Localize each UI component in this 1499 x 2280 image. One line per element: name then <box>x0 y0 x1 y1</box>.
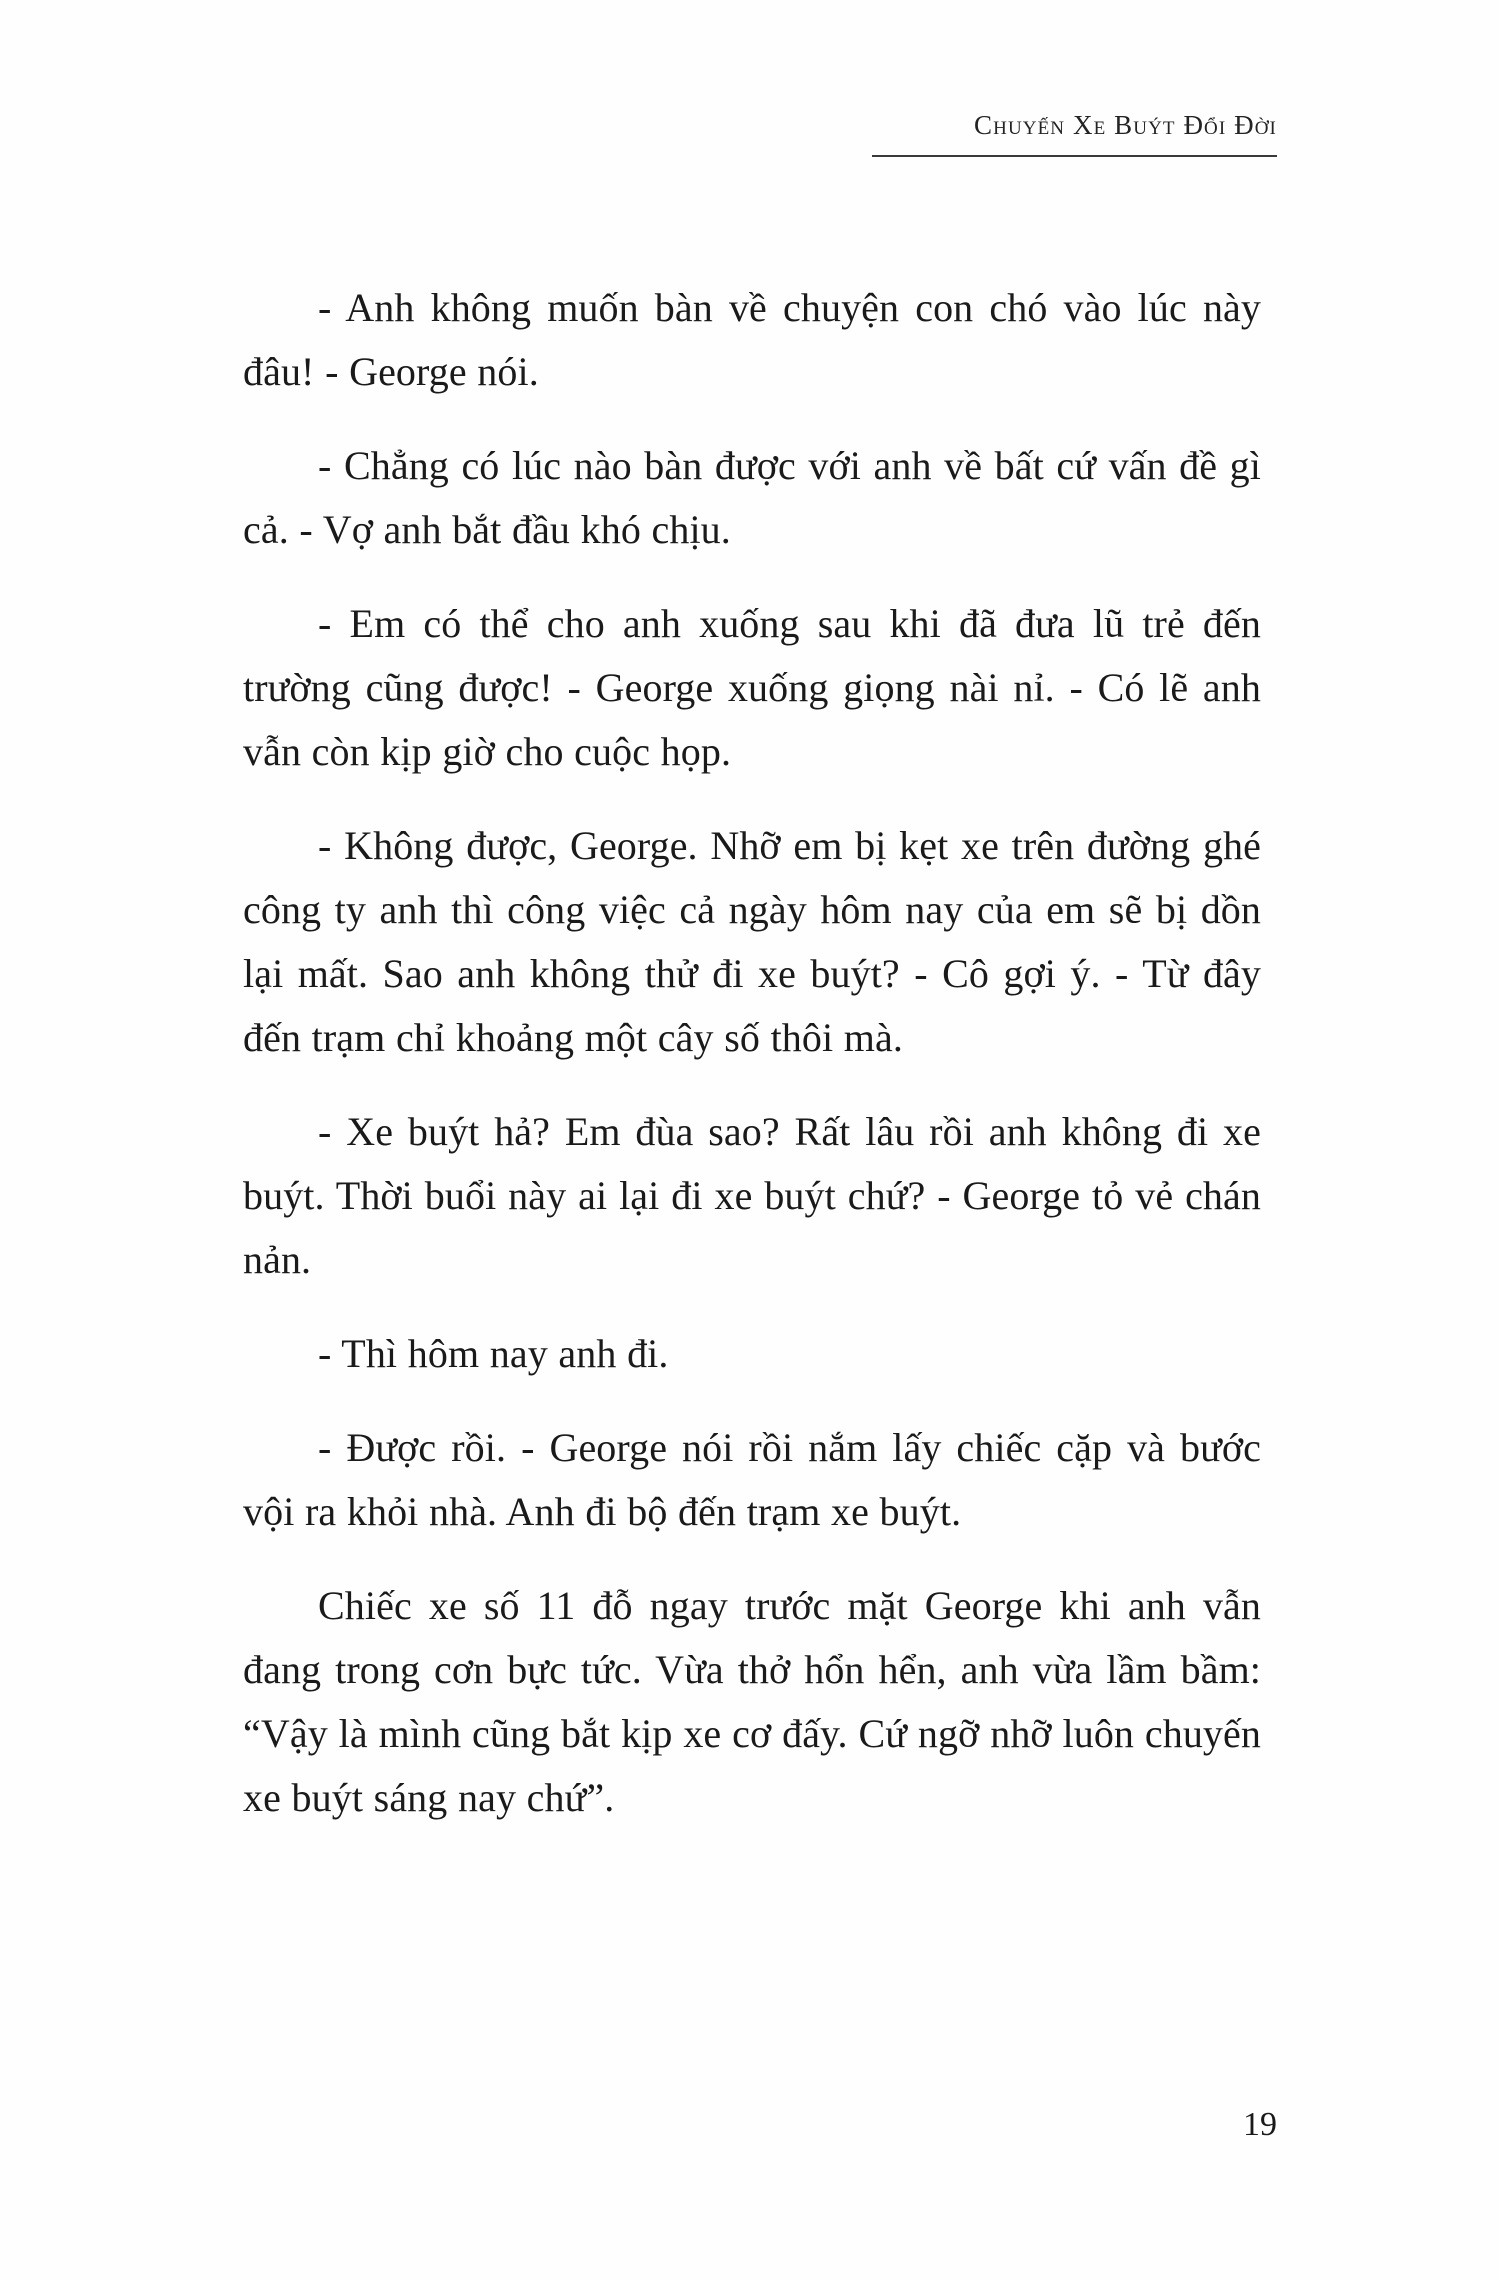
paragraph: - Em có thể cho anh xuống sau khi đã đưa lũ trẻ đến trường cũng được! - George xuống giọng nài nỉ. - Có lẽ anh vẫn còn kịp giờ cho cuộc họp. <box>243 601 1261 774</box>
paragraph: - Được rồi. - George nói rồi nắm lấy chiếc cặp và bước vội ra khỏi nhà. Anh đi bộ đến trạm xe buýt. <box>243 1425 1261 1534</box>
paragraph: - Chẳng có lúc nào bàn được với anh về bất cứ vấn đề gì cả. - Vợ anh bắt đầu khó chịu. <box>243 443 1261 552</box>
paragraph: - Không được, George. Nhỡ em bị kẹt xe trên đường ghé công ty anh thì công việc cả ngày hôm nay của em sẽ bị dồn lại mất. Sao anh không thử đi xe buýt? - Cô gợi ý. - Từ đây đến trạm chỉ khoảng một cây số thôi mà. <box>243 823 1261 1060</box>
running-head <box>0 110 1499 180</box>
paragraph: Chiếc xe số 11 đỗ ngay trước mặt George khi anh vẫn đang trong cơn bực tức. Vừa thở hổn hển, anh vừa lầm bầm: “Vậy là mình cũng bắt kịp xe cơ đấy. Cứ ngỡ nhỡ luôn chuyến xe buýt sáng nay chứ”. <box>243 1583 1261 1820</box>
running-head-rule <box>872 155 1277 157</box>
running-head-title: Chuyến Xe Buýt Đổi Đời <box>974 110 1277 140</box>
paragraph: - Thì hôm nay anh đi. <box>318 1331 669 1376</box>
page-number: 19 <box>1243 2106 1277 2143</box>
paragraph: - Anh không muốn bàn về chuyện con chó vào lúc này đâu! - George nói. <box>243 285 1261 394</box>
paragraph: - Xe buýt hả? Em đùa sao? Rất lâu rồi anh không đi xe buýt. Thời buổi này ai lại đi xe buýt chứ? - George tỏ vẻ chán nản. <box>243 1109 1261 1282</box>
body-text <box>243 276 1261 1830</box>
